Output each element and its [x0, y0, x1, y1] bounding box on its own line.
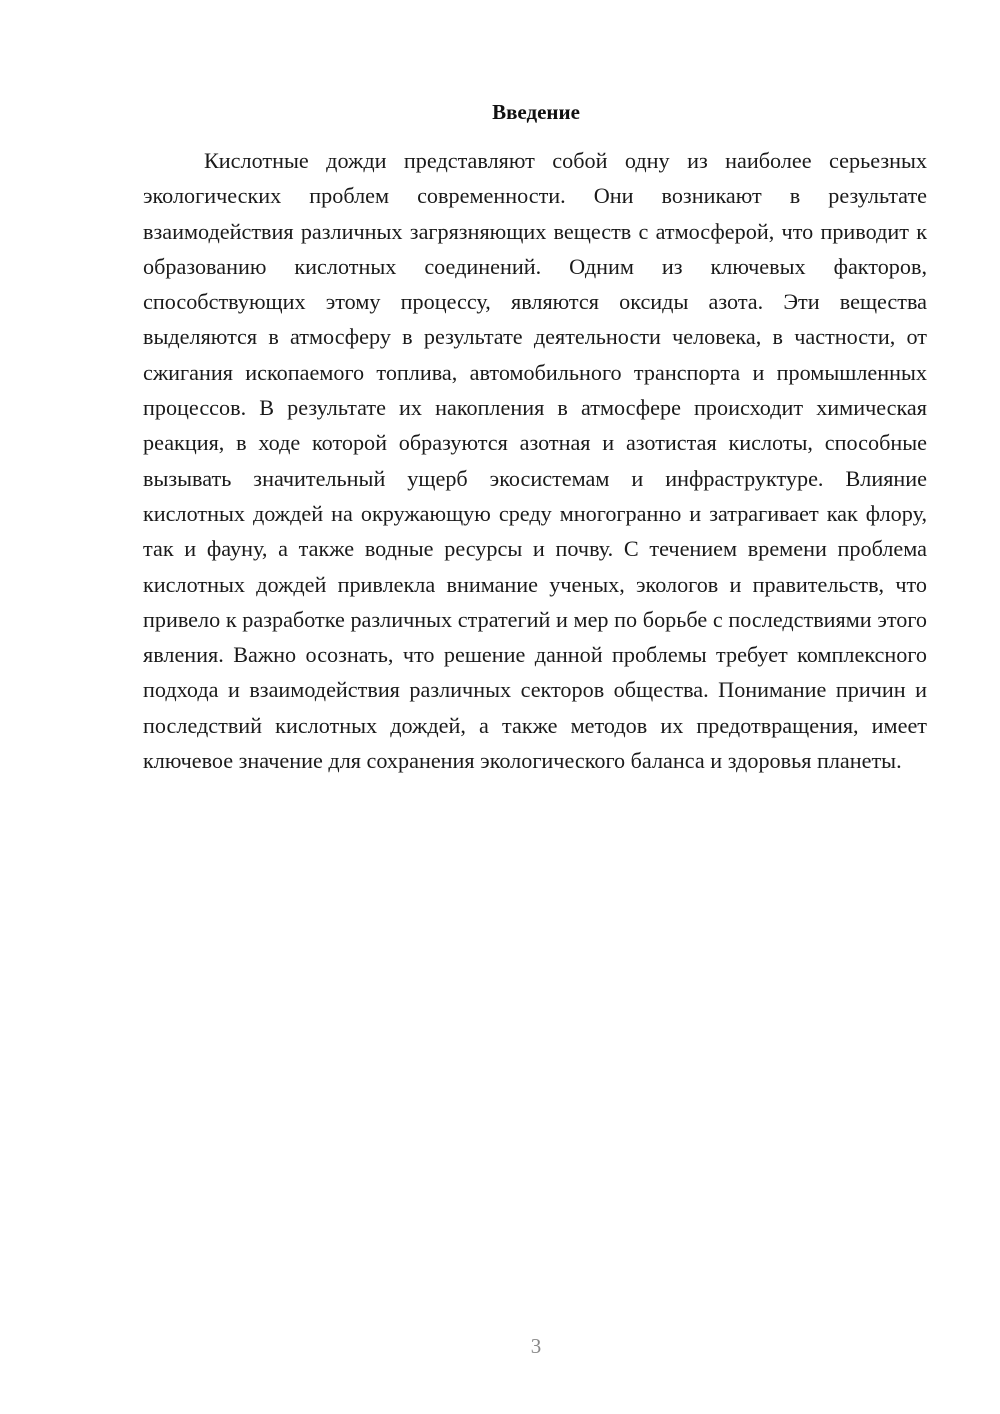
section-heading: Введение	[492, 100, 580, 124]
body-paragraph: Кислотные дожди представляют собой одну из наиболее серьезных экологических проблем современности. Они возникают в результате взаимодействия различных загрязняющих веществ с атмосферой, что приводит к образованию кислотных соединений. Одним из ключевых факторов, способствующих этому процессу, являются оксиды азота. Эти вещества выделяются в атмосферу в результате деятельности человека, в частности, от сжигания ископаемого топлива, автомобильного транспорта и промышленных процессов. В результате их накопления в атмосфере происходит химическая реакция, в ходе которой образуются азотная и азотистая кислоты, способные вызывать значительный ущерб экосистемам и инфраструктуре. Влияние кислотных дождей на окружающую среду многогранно и затрагивает как флору, так и фауну, а также водные ресурсы и почву. С течением времени проблема кислотных дождей привлекла внимание ученых, экологов и правительств, что привело к разработке различных стратегий и мер по борьбе с последствиями этого явления. Важно осознать, что решение данной проблемы требует комплексного подхода и взаимодействия различных секторов общества. Понимание причин и последствий кислотных дождей, а также методов их предотвращения, имеет ключевое значение для сохранения экологического баланса и здоровья планеты.	[143, 148, 927, 774]
page-number: 3	[530, 1334, 542, 1358]
